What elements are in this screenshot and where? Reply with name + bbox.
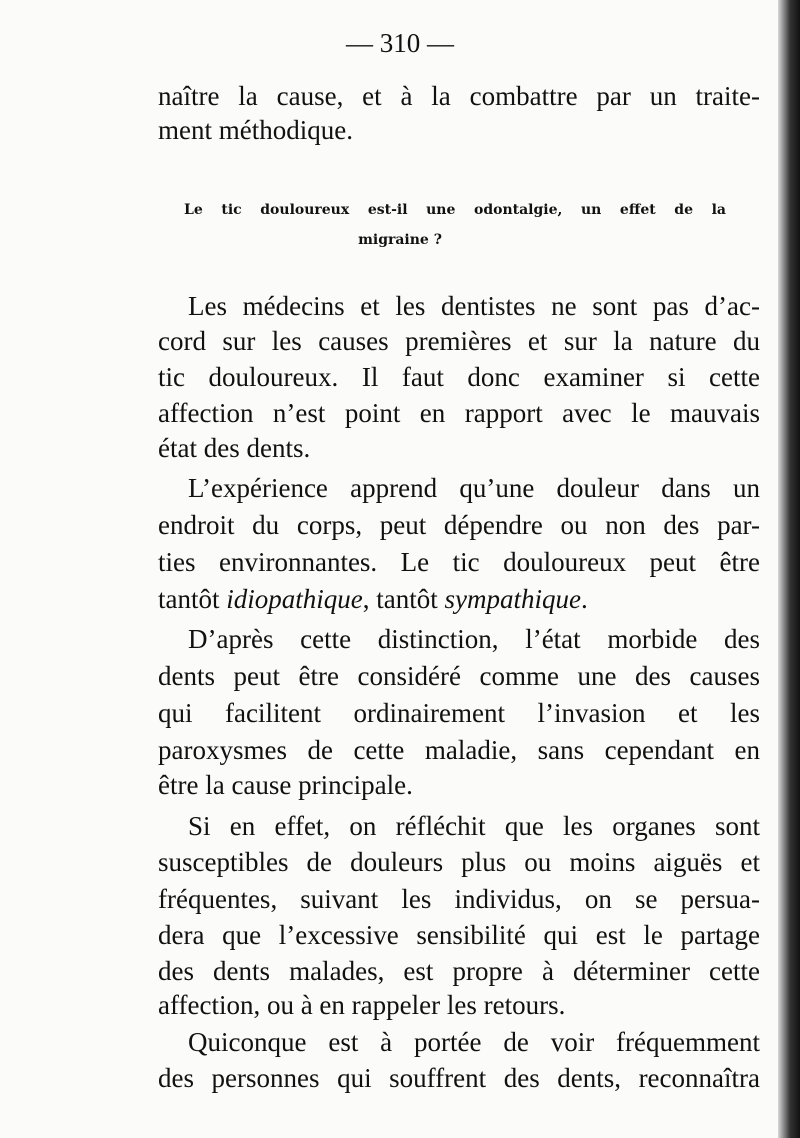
paragraph-2-line-2: endroit du corps, peut dépendre ou non des par- — [158, 510, 760, 540]
paragraph-1-line-3: tic douloureux. Il faut donc examiner si cette — [158, 362, 760, 392]
opening-line-1: naître la cause, et à la combattre par un traite- — [158, 81, 760, 111]
opening-line-2: ment méthodique. — [158, 115, 353, 145]
term-sympathique: sympathique — [444, 584, 581, 614]
paragraph-3-line-5: être la cause principale. — [158, 770, 413, 800]
term-idiopathique: idiopathique — [226, 584, 363, 614]
paragraph-2-line-4-text-c: , tantôt — [362, 584, 445, 614]
paragraph-3-line-2: dents peut être considéré comme une des causes — [158, 661, 760, 691]
paragraph-4-line-2: susceptibles de douleurs plus ou moins aiguës et — [158, 847, 760, 877]
paragraph-1-line-5: état des dents. — [158, 433, 311, 463]
paragraph-1-line-2: cord sur les causes premières et sur la nature du — [158, 326, 760, 356]
paragraph-4-line-1: Si en effet, on réfléchit que les organes sont — [188, 811, 760, 841]
paragraph-4-line-5: des dents malades, est propre à déterminer cette — [158, 956, 760, 986]
paragraph-2-line-4-text-e: . — [580, 584, 588, 614]
paragraph-1-line-4: affection n’est point en rapport avec le mauvais — [158, 398, 760, 428]
paragraph-2-line-1: L’expérience apprend qu’une douleur dans un — [188, 473, 760, 503]
page-number: — 310 — — [346, 28, 454, 58]
paragraph-5-line-1: Quiconque est à portée de voir fréquemment — [188, 1027, 760, 1057]
section-heading-line-1: Le tic douloureux est-il une odontalgie, un effet de la — [184, 202, 726, 218]
paragraph-2-line-3: ties environnantes. Le tic douloureux peut être — [158, 547, 760, 577]
paragraph-4-line-6: affection, ou à en rappeler les retours. — [158, 990, 566, 1020]
paragraph-1-line-1: Les médecins et les dentistes ne sont pas d’ac- — [188, 291, 760, 321]
paragraph-3-line-1: D’après cette distinction, l’état morbide des — [188, 624, 760, 654]
page-edge-shadow — [778, 0, 800, 1138]
paragraph-2-line-4-text-a: tantôt — [158, 584, 227, 614]
paragraph-3-line-4: paroxysmes de cette maladie, sans cependant en — [158, 735, 760, 765]
paragraph-5-line-2: des personnes qui souffrent des dents, reconnaîtra — [158, 1063, 760, 1093]
paragraph-3-line-3: qui facilitent ordinairement l’invasion et les — [158, 698, 760, 728]
section-heading-line-2: migraine ? — [358, 232, 442, 248]
paragraph-2-line-4 — [158, 579, 760, 619]
paragraph-4-line-3: fréquentes, suivant les individus, on se persua- — [158, 884, 760, 914]
paragraph-4-line-4: dera que l’excessive sensibilité qui est le partage — [158, 920, 760, 950]
